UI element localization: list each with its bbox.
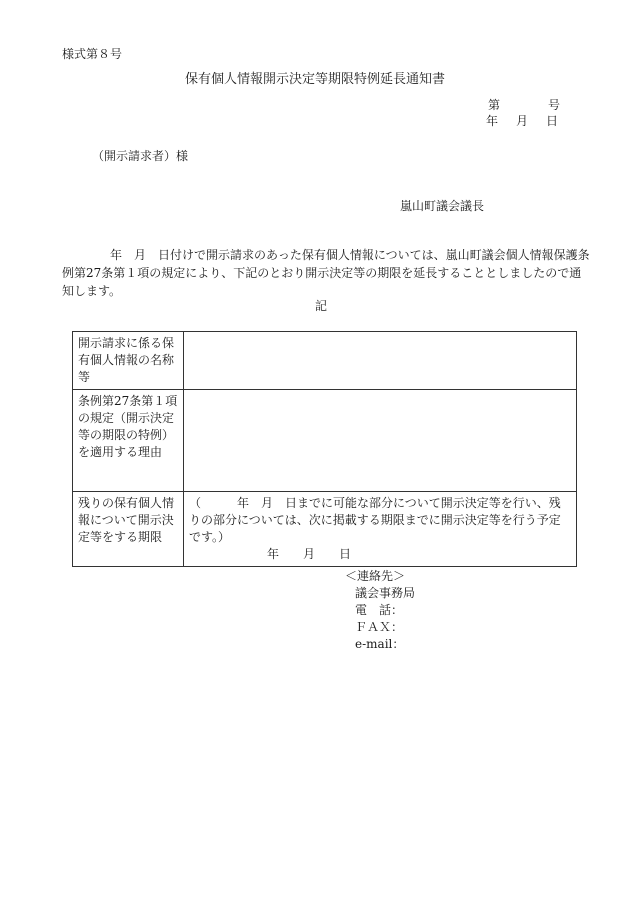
- addressee: （開示請求者）様: [92, 149, 189, 163]
- row-value: [184, 390, 577, 492]
- table-row: [73, 390, 577, 492]
- row-value: [184, 332, 577, 390]
- body-paragraph: 年 月 日付けで開示請求のあった保有個人情報については、嵐山町議会個人情報保護条例第27条第１項の規定により、下記のとおり開示決定等の期限を延長することとしましたので通知します。: [62, 248, 590, 298]
- date-year: 年: [486, 114, 499, 128]
- row-label: 開示請求に係る保有個人情報の名称等: [73, 332, 184, 390]
- form-number: 様式第８号: [62, 47, 123, 61]
- contact-header: ＜連絡先＞: [345, 569, 406, 583]
- heading-ki: 記: [315, 299, 328, 313]
- table-row: [73, 492, 577, 567]
- row-value-date: 年 月 日: [267, 547, 352, 561]
- body-text: [62, 246, 592, 300]
- contact-block: [345, 568, 415, 653]
- row-label: 残りの保有個人情報について開示決定等をする期限: [73, 492, 184, 567]
- document-date: [486, 113, 558, 129]
- contact-phone: 電 話：: [355, 603, 404, 617]
- contact-email: e-mail：: [355, 637, 405, 651]
- sender: 嵐山町議会議長: [400, 199, 485, 213]
- row-label: 条例第27条第１項の規定（開示決定等の期限の特例）を適用する理由: [73, 390, 184, 492]
- date-month: 月: [515, 114, 528, 128]
- document-number: [488, 97, 560, 113]
- document-number-prefix: 第: [488, 98, 501, 112]
- contact-office: 議会事務局: [355, 586, 416, 600]
- document-title: 保有個人情報開示決定等期限特例延長通知書: [184, 72, 445, 87]
- row-value-text: （ 年 月 日までに可能な部分について開示決定等を行い、残りの部分については、次に掲載する期限までに開示決定等を行う予定です。）: [189, 496, 561, 544]
- table-row: [73, 332, 577, 390]
- row-value: [184, 492, 577, 567]
- info-table: [72, 331, 577, 567]
- contact-fax: ＦＡＸ：: [355, 620, 404, 634]
- document-number-suffix: 号: [547, 98, 560, 112]
- date-day: 日: [545, 114, 558, 128]
